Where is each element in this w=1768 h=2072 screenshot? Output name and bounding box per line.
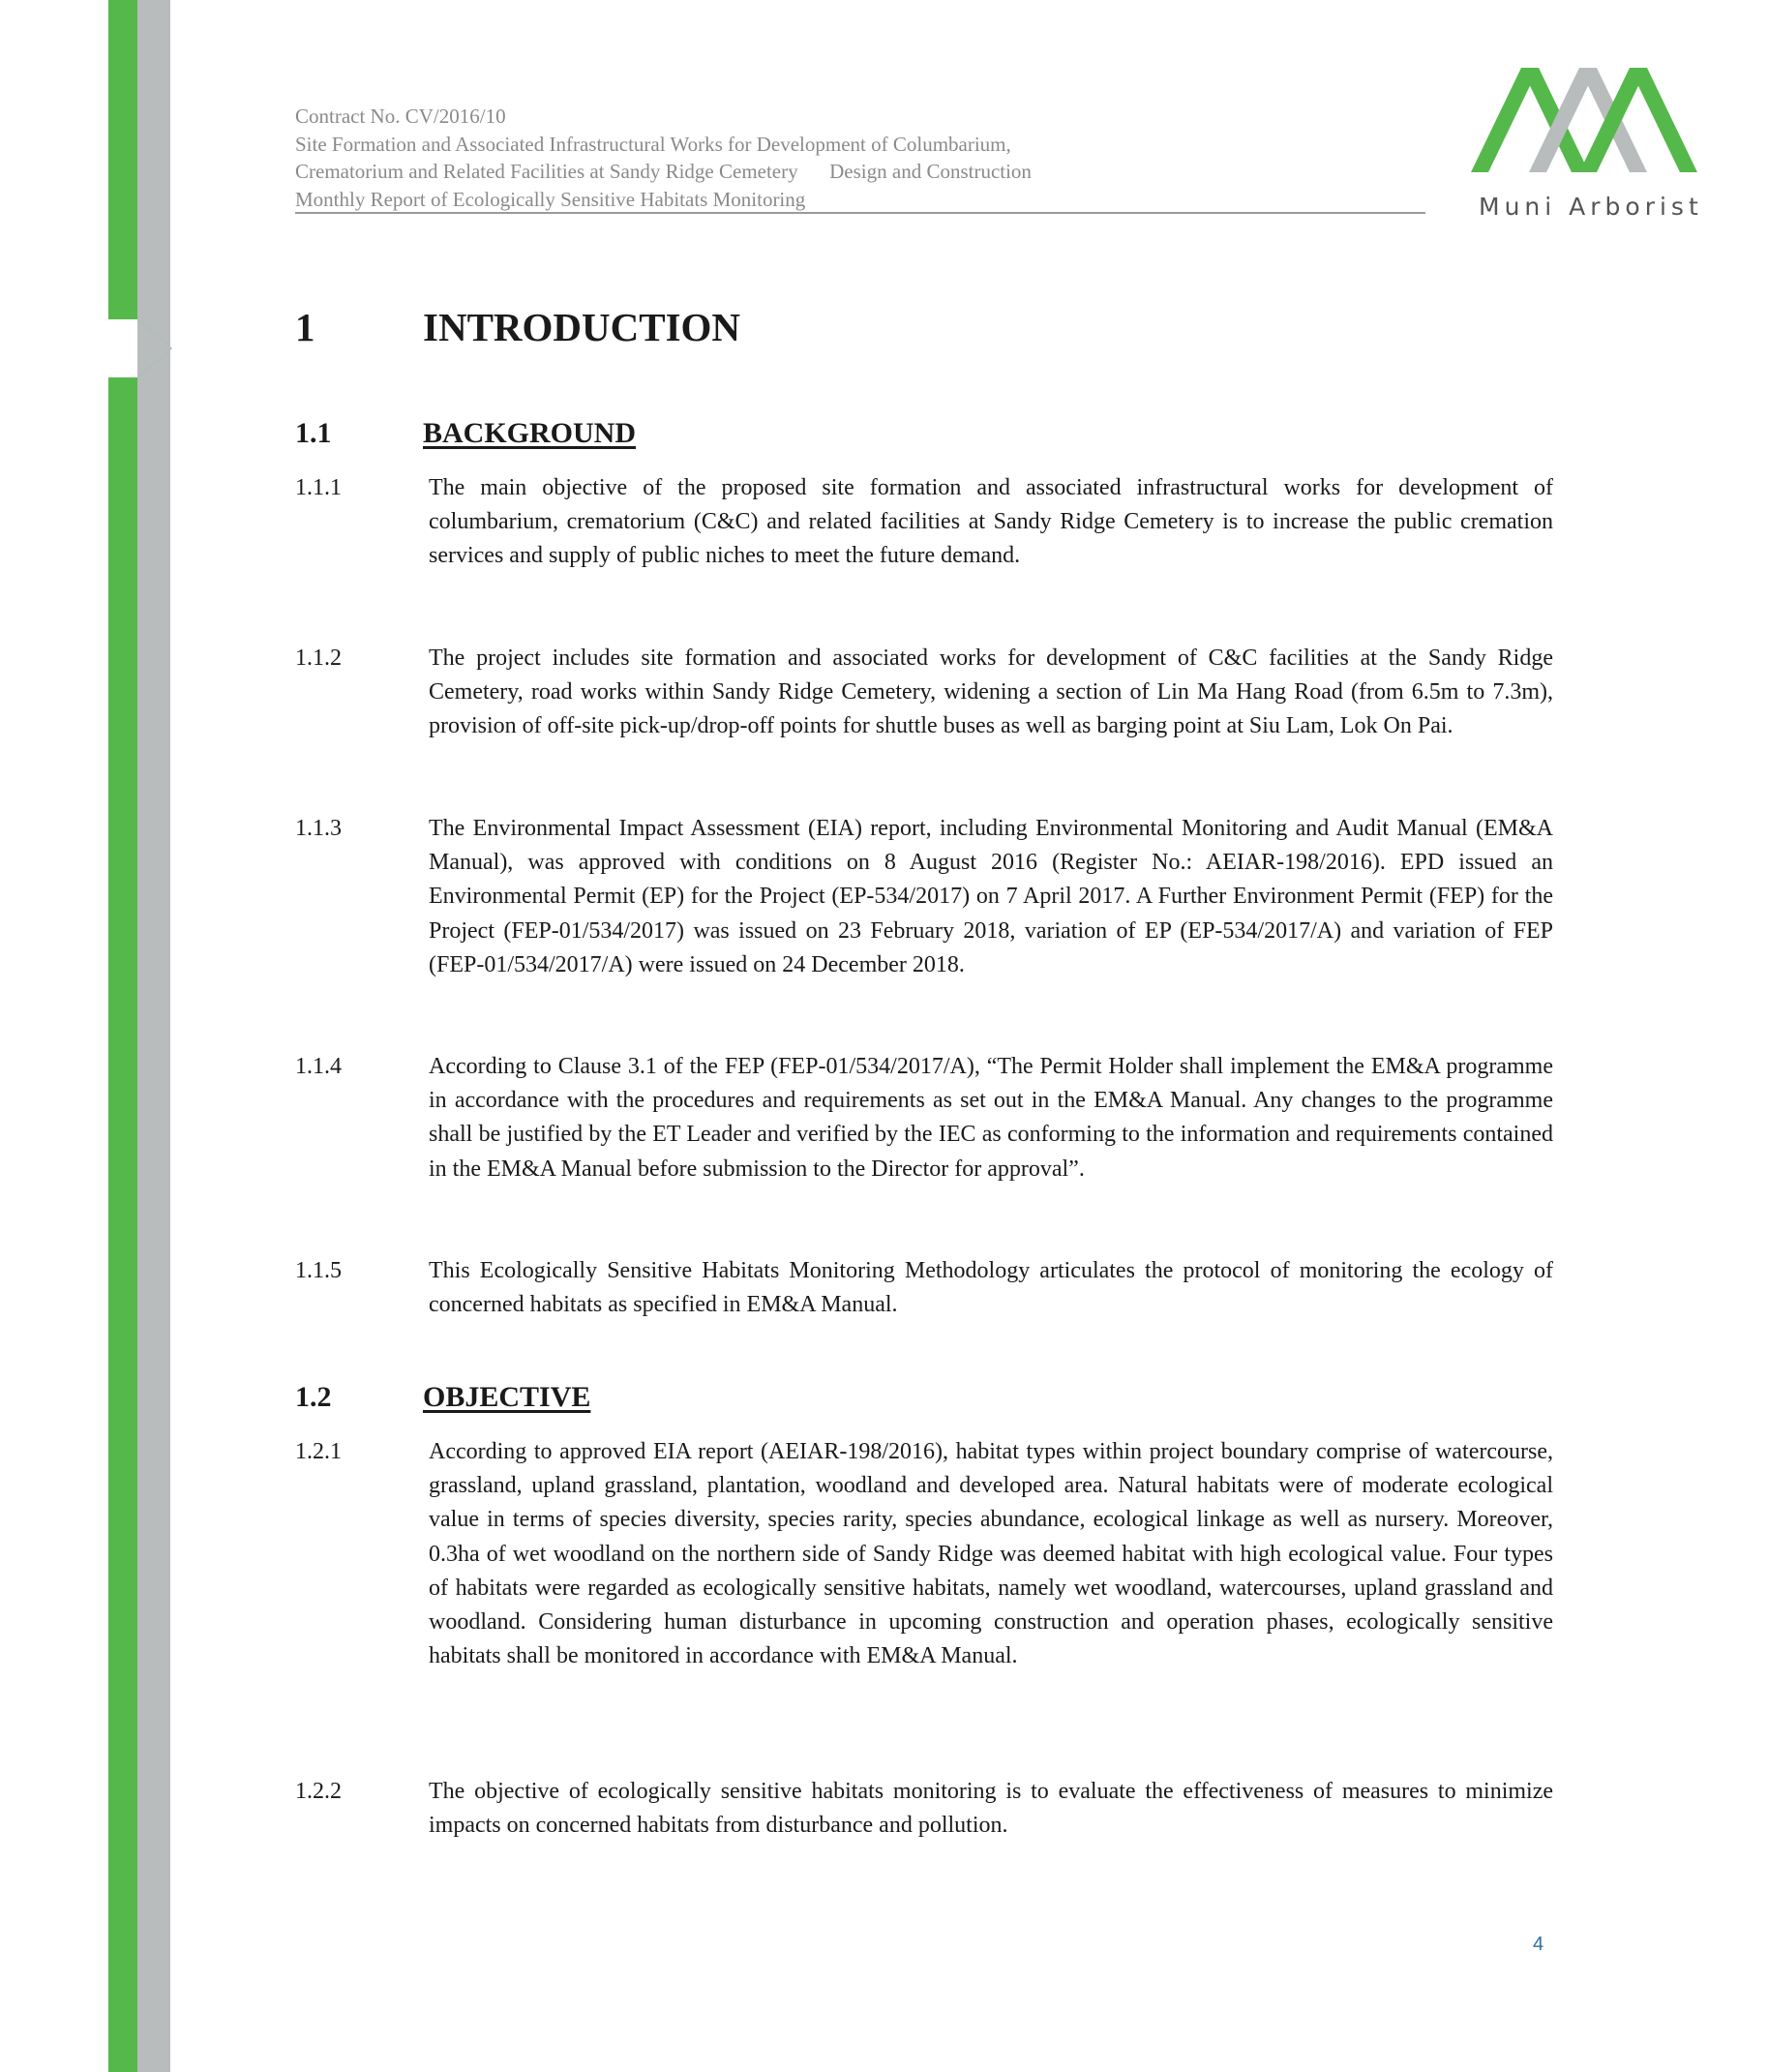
paragraph-text: This Ecologically Sensitive Habitats Monitoring Methodology articulates the protocol of monitoring the ecology of concerned habitats as specified in EM&A Manual. [429, 1258, 1553, 1318]
paragraph-text: The project includes site formation and associated works for development of C&C facilities at the Sandy Ridge Cemetery, road works within Sandy Ridge Cemetery, widening a section of Lin Ma Hang Road (from 6.5m to 7.3m), provision of off-site pick-up/drop-off points for shuttle buses as well as barging point at Siu Lam, Lok On Pai. [429, 646, 1553, 739]
page-number: 4 [1533, 1934, 1544, 1955]
paragraph-number: 1.1.5 [295, 1258, 342, 1283]
paragraph-number: 1.1.4 [295, 1054, 342, 1079]
header-project-line-1: Site Formation and Associated Infrastructural Works for Development of Columbarium, [295, 132, 1011, 156]
paragraph-number: 1.2.2 [295, 1779, 342, 1804]
paragraph-number: 1.2.1 [295, 1439, 342, 1464]
paragraph-number: 1.1.2 [295, 646, 342, 671]
paragraph-number: 1.1.1 [295, 475, 342, 500]
section-title: INTRODUCTION [423, 305, 741, 349]
header-rule [295, 212, 1425, 214]
muni-arborist-logo [1471, 48, 1713, 184]
subsection-number-objective: 1.2 [295, 1381, 332, 1413]
paragraph-text: The main objective of the proposed site formation and associated infrastructural works for development of columbarium, crematorium (C&C) and related facilities at Sandy Ridge Cemetery is to increase the public cremation services and supply of public niches to meet the future demand. [429, 475, 1553, 569]
header-project-line-2b: Design and Construction [829, 160, 1032, 183]
paragraph-text: According to Clause 3.1 of the FEP (FEP-01/534/2017/A), “The Permit Holder shall implement the EM&A programme in accordance with the procedures and requirements as set out in the EM&A Manual. Any changes to the programme shall be justified by the ET Leader and verified by the IEC as conforming to the information and requirements contained in the EM&A Manual before submission to the Director for approval”. [429, 1054, 1553, 1182]
header-report-title: Monthly Report of Ecologically Sensitive Habitats Monitoring [295, 187, 806, 211]
paragraph-text: The objective of ecologically sensitive habitats monitoring is to evaluate the effectiveness of measures to minimize impacts on concerned habitats from disturbance and pollution. [429, 1779, 1553, 1839]
paragraph-number: 1.1.3 [295, 816, 342, 841]
logo-wordmark: Muni Arborist [1479, 193, 1703, 221]
document-header [295, 103, 1425, 213]
paragraph-text: According to approved EIA report (AEIAR-198/2016), habitat types within project boundary comprise of watercourse, grassland, upland grassland, plantation, woodland and developed area. Natural habitats were of moderate ecological value in terms of species diversity, species rarity, species abundance, ecological linkage as well as nursery. Moreover, 0.3ha of wet woodland on the northern side of Sandy Ridge was deemed habitat with high ecological value. Four types of habitats were regarded as ecologically sensitive habitats, namely wet woodland, watercourses, upland grassland and woodland. Considering human disturbance in upcoming construction and operation phases, ecologically sensitive habitats shall be monitored in accordance with EM&A Manual. [429, 1439, 1553, 1669]
header-project-line-2a: Crematorium and Related Facilities at Sandy Ridge Cemetery [295, 160, 798, 183]
subsection-title-background: BACKGROUND [423, 417, 637, 449]
header-contract: Contract No. CV/2016/10 [295, 105, 506, 128]
header-project-line-2 [295, 158, 1425, 186]
paragraph-text: The Environmental Impact Assessment (EIA) report, including Environmental Monitoring and Audit Manual (EM&A Manual), was approved with conditions on 8 August 2016 (Register No.: AEIAR-198/2016). EPD issued an Environmental Permit (EP) for the Project (EP-534/2017) on 7 April 2017. A Further Environment Permit (FEP) for the Project (FEP-01/534/2017) was issued on 23 February 2018, variation of EP (EP-534/2017/A) and variation of FEP (FEP-01/534/2017/A) were issued on 24 December 2018. [429, 816, 1553, 977]
section-number: 1 [295, 305, 315, 349]
side-stripe-notch [108, 0, 176, 2072]
subsection-number-background: 1.1 [295, 417, 332, 449]
subsection-title-objective: OBJECTIVE [423, 1381, 591, 1413]
